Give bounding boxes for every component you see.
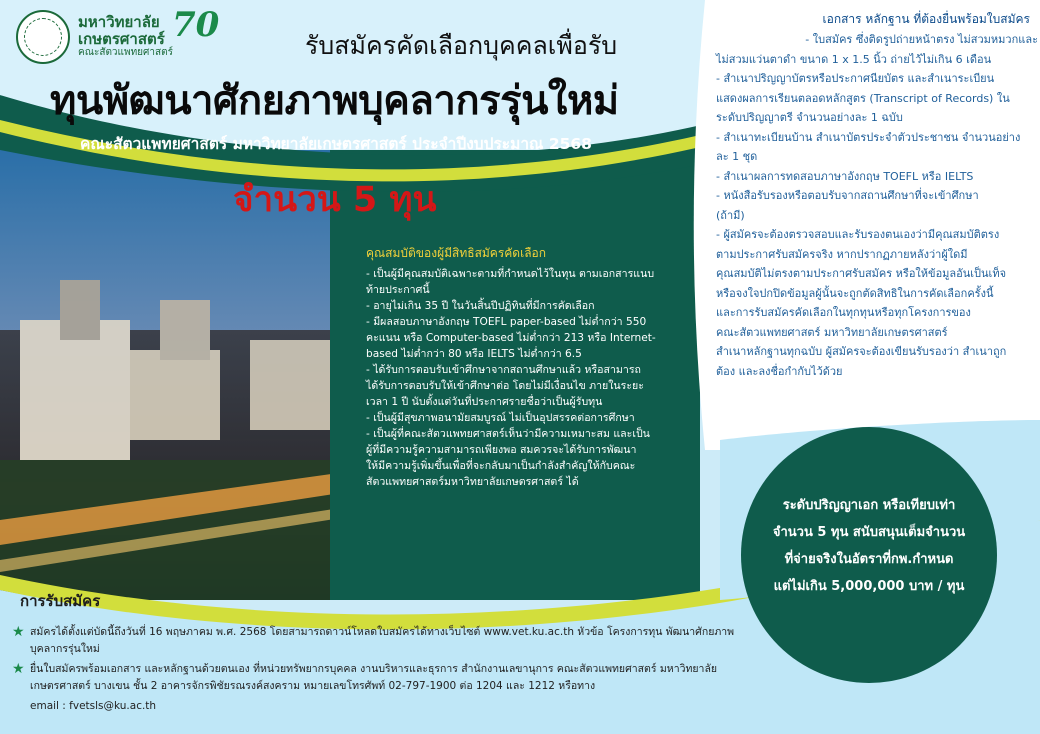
qualification-line: - ได้รับการตอบรับเข้าศึกษาจากสถานศึกษาแล้ว หรือสามารถ — [366, 364, 641, 376]
qualification-line: ให้มีความรู้เพิ่มขึ้นเพื่อที่จะกลับมาเป็นกำลังสำคัญให้กับคณะ — [366, 460, 636, 472]
uni-name-line1: มหาวิทยาลัย — [78, 13, 160, 31]
document-line: - สำเนาปริญญาบัตรหรือประกาศนียบัตร และสำเนาระเบียน — [716, 72, 995, 85]
qualification-line: เวลา 1 ปี นับตั้งแต่วันที่ประกาศรายชื่อว่าเป็นผู้รับทุน — [366, 396, 603, 408]
document-line: และการรับสมัครคัดเลือกในทุกทุนหรือทุกโครงการของ — [716, 306, 971, 319]
qualification-line: - อายุไม่เกิน 35 ปี ในวันสิ้นปีปฏิทินที่มีการคัดเลือก — [366, 300, 595, 312]
document-line: สำเนาหลักฐานทุกฉบับ ผู้สมัครจะต้องเขียนรับรองว่า สำเนาถูก — [716, 345, 1007, 358]
document-line: - ใบสมัคร ซึ่งติดรูปถ่ายหน้าตรง ไม่สวมหมวกและ — [805, 33, 1038, 46]
university-logo-text — [78, 14, 173, 58]
funding-line: ระดับปริญญาเอก หรือเทียบเท่า — [782, 498, 956, 513]
document-line: หรือจงใจปกปิดข้อมูลผู้นั้นจะถูกตัดสิทธิในการคัดเลือกครั้งนี้ — [716, 286, 994, 300]
qualifications-list — [366, 266, 686, 490]
headline-main: ทุนพัฒนาศักยภาพบุคลากรรุ่นใหม่ — [50, 78, 619, 124]
qualification-line: ผู้ที่มีความรู้ความสามารถเพียงพอ สมควรจะได้รับการพัฒนา — [366, 444, 637, 456]
qualification-line: - เป็นผู้มีคุณสมบัติเฉพาะตามที่กำหนดไว้ในทุน ตามเอกสารแนบ — [366, 268, 655, 280]
document-line: ไม่สวมแว่นตาดำ ขนาด 1 x 1.5 นิ้ว ถ่ายไว้ไม่เกิน 6 เดือน — [716, 52, 992, 66]
qualification-line: ได้รับการตอบรับให้เข้าศึกษาต่อ โดยไม่มีเงื่อนไข ภายในระยะ — [366, 380, 644, 392]
headline-sub: รับสมัครคัดเลือกบุคคลเพื่อรับ — [305, 31, 618, 60]
document-line: แสดงผลการเรียนตลอดหลักสูตร (Transcript of Records) ใน — [716, 91, 1010, 105]
document-line: ตามประกาศรับสมัครจริง หากปรากฏภายหลังว่าผู้ใดมี — [716, 247, 968, 261]
qualification-line: based ไม่ต่ำกว่า 80 หรือ IELTS ไม่ต่ำกว่า 6.5 — [366, 348, 582, 360]
anniversary-number: 70 — [172, 5, 220, 45]
funding-info — [748, 492, 990, 600]
documents-list — [716, 30, 1038, 381]
application-item-text: สมัครได้ตั้งแต่บัดนี้ถึงวันที่ 16 พฤษภาคม พ.ศ. 2568 โดยสามารถดาวน์โหลดใบสมัครได้ทางเว็บไซต์ www.vet.ku.ac.th หัวข้อ โครงการทุน พัฒนาศักยภาพบุคลากรรุ่นใหม่ — [30, 626, 735, 655]
application-item — [12, 624, 742, 658]
uni-name-line2: เกษตรศาสตร์ — [78, 29, 165, 48]
document-line: ต้อง และลงชื่อกำกับไว้ด้วย — [716, 364, 843, 378]
qualification-line: - เป็นผู้มีสุขภาพอนามัยสมบูรณ์ ไม่เป็นอุปสรรคต่อการศึกษา — [366, 412, 635, 424]
anniversary-logo — [172, 5, 232, 64]
documents-panel — [716, 10, 1038, 381]
qualifications-panel — [366, 244, 686, 490]
application-item — [12, 661, 742, 695]
funding-line: จำนวน 5 ทุน สนับสนุนเต็มจำนวน — [772, 525, 966, 540]
qualification-line: - เป็นผู้ที่คณะสัตวแพทยศาสตร์เห็นว่ามีความเหมาะสม และเป็น — [366, 428, 650, 440]
qualification-line: - มีผลสอบภาษาอังกฤษ TOEFL paper-based ไม่ต่ำกว่า 550 — [366, 316, 647, 328]
star-icon: ★ — [12, 661, 25, 677]
document-line: ระดับปริญญาตรี จำนวนอย่างละ 1 ฉบับ — [716, 111, 903, 124]
qualification-line: ท้ายประกาศนี้ — [366, 284, 430, 296]
document-line: - ผู้สมัครจะต้องตรวจสอบและรับรองตนเองว่ามีคุณสมบัติตรง — [716, 228, 1000, 241]
star-icon: ★ — [12, 624, 25, 640]
document-line: ละ 1 ชุด — [716, 150, 758, 163]
document-line: - หนังสือรับรองหรือตอบรับจากสถานศึกษาที่จะเข้าศึกษา — [716, 189, 979, 202]
funding-line: แต่ไม่เกิน 5,000,000 บาท / ทุน — [773, 579, 965, 594]
application-email[interactable]: email : fvetsls@ku.ac.th — [30, 700, 157, 712]
document-line: คณะสัตวแพทยศาสตร์ มหาวิทยาลัยเกษตรศาสตร์ — [716, 325, 948, 339]
qualifications-title: คุณสมบัติของผู้มีสิทธิสมัครคัดเลือก — [366, 246, 547, 260]
qualification-line: คะแนน หรือ Computer-based ไม่ต่ำกว่า 213 หรือ Internet- — [366, 332, 656, 344]
university-seal-logo — [16, 10, 70, 64]
document-line: - สำเนาทะเบียนบ้าน สำเนาบัตรประจำตัวประชาชน จำนวนอย่าง — [716, 130, 1021, 144]
funding-line: ที่จ่ายจริงในอัตราที่กพ.กำหนด — [784, 552, 954, 567]
application-item-text: ยื่นใบสมัครพร้อมเอกสาร และหลักฐานด้วยตนเอง ที่หน่วยทรัพยากรบุคคล งานบริหารและธุรการ สำนักงานเลขานุการ คณะสัตวแพทยศาสตร์ มหาวิทยาลัยเกษตรศาสตร์ บางเขน ชั้น 2 อาคารจักรพิชัยรณรงค์สงคราม หมายเลขโทรศัพท์ 02-797-1900 ต่อ 1204 และ 1212 หรือทาง — [30, 663, 718, 692]
documents-title: เอกสาร หลักฐาน ที่ต้องยื่นพร้อมใบสมัคร — [822, 12, 1030, 26]
document-line: - สำเนาผลการทดสอบภาษาอังกฤษ TOEFL หรือ IELTS — [716, 169, 974, 183]
faculty-logo-text: คณะสัตวแพทยศาสตร์ — [78, 47, 173, 58]
faculty-fiscal-line: คณะสัตวแพทยศาสตร์ มหาวิทยาลัยเกษตรศาสตร์ ประจำปีงบประมาณ 2568 — [80, 135, 592, 153]
scholarship-count: จำนวน 5 ทุน — [233, 180, 437, 220]
document-line: (ถ้ามี) — [716, 208, 745, 222]
application-title: การรับสมัคร — [20, 592, 101, 610]
document-line: คุณสมบัติไม่ตรงตามประกาศรับสมัคร หรือให้ข้อมูลอันเป็นเท็จ — [716, 267, 1007, 280]
application-list — [12, 624, 742, 715]
qualification-line: สัตวแพทยศาสตร์มหาวิทยาลัยเกษตรศาสตร์ ได้ — [366, 476, 579, 488]
